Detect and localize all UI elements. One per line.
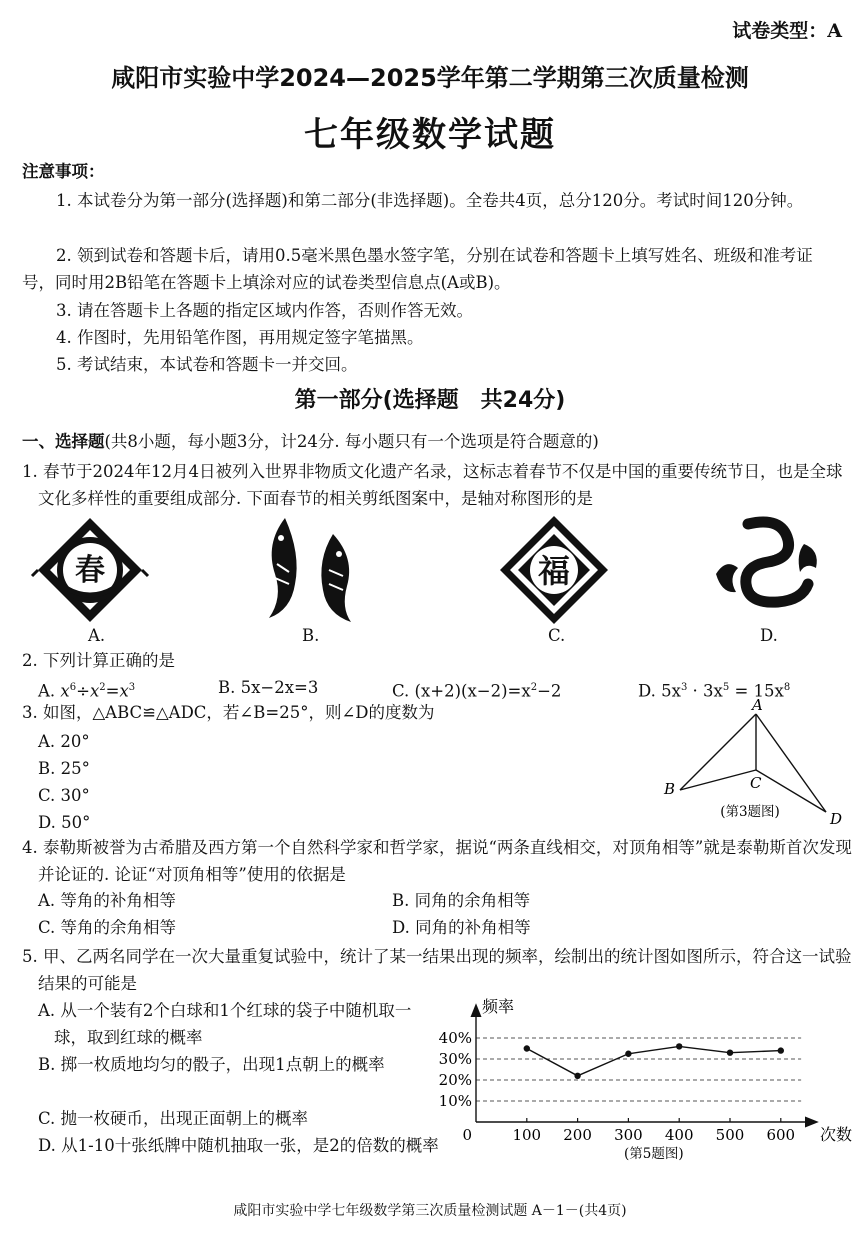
q2-d-e2: 5: [722, 682, 730, 693]
section-heading: 一、选择题: [22, 432, 105, 451]
q4-option-b: B. 同角的余角相等: [392, 891, 531, 910]
papercut-b-drawing: [255, 514, 365, 626]
x-tick-label-200: 200: [563, 1126, 592, 1144]
q5-figure-caption: (第5题图): [623, 1146, 684, 1162]
papercut-a-char: 春: [75, 553, 105, 588]
q4-option-c: C. 等角的余角相等: [38, 918, 177, 937]
frequency-chart-svg: [426, 992, 852, 1162]
q2-d-e1: 3: [680, 682, 688, 693]
papercut-b-image: [255, 514, 365, 626]
q5-option-a: A. 从一个装有2个白球和1个红球的袋子中随机取一球，取到红球的概率: [38, 1001, 412, 1047]
papercut-d-image: [708, 514, 824, 626]
q2-a-x3: x: [119, 681, 129, 701]
section-heading-line: [22, 432, 599, 452]
q2-option-c: [392, 676, 561, 704]
note-item-3: 3. 请在答题卡上各题的指定区域内作答，否则作答无效。: [56, 301, 473, 320]
y-tick-label-40: 40%: [438, 1029, 472, 1047]
y-tick-label-10: 10%: [438, 1092, 472, 1110]
q2-d-mid: · 3x: [687, 681, 723, 701]
papercut-c-drawing: [498, 514, 610, 626]
papercut-c-image: [498, 514, 610, 626]
chart-y-axis-label: 频率: [482, 997, 515, 1016]
data-point-600: [778, 1047, 784, 1053]
q2-a-e2: 2: [99, 682, 106, 693]
x-tick-label-600: 600: [766, 1126, 796, 1144]
q2-a-eq: =: [105, 681, 120, 701]
q3-option-c: C. 30°: [38, 786, 90, 805]
question-5-stem: 5. 甲、乙两名同学在一次大量重复试验中，统计了某一结果出现的频率，绘制出的统计图如图所示，符合这一试验结果的可能是: [22, 947, 852, 993]
segment-bc: [680, 770, 756, 790]
papercut-d-drawing: [708, 514, 824, 626]
data-point-500: [727, 1050, 733, 1056]
data-point-100: [524, 1045, 530, 1051]
q3-option-b: B. 25°: [38, 759, 90, 778]
q2-d-e3: 8: [783, 682, 791, 693]
q1-option-c-label: C.: [548, 626, 566, 645]
q3-triangle-figure: [660, 698, 846, 844]
exam-type-label: 试卷类型：A: [732, 20, 842, 42]
q4-option-d: D. 同角的补角相等: [392, 918, 531, 937]
school-exam-title: 咸阳市实验中学2024—2025学年第二学期第三次质量检测: [111, 64, 749, 92]
q2-a-e1: 6: [69, 682, 77, 693]
data-point-400: [676, 1043, 682, 1049]
point-label-a: A: [752, 698, 763, 714]
x-tick-label-500: 500: [715, 1126, 745, 1144]
point-label-d: D: [830, 810, 843, 828]
point-label-b: B: [664, 780, 676, 798]
segment-ad: [756, 714, 826, 812]
q2-c-exp: 2: [530, 682, 538, 693]
question-1-stem: 1. 春节于2024年12月4日被列入世界非物质文化遗产名录，这标志着春节不仅是中国的重要传统节日，也是全球文化多样性的重要组成部分. 下面春节的相关剪纸图案中，是轴对称图形的是: [22, 462, 843, 508]
y-tick-label-30: 30%: [438, 1050, 472, 1068]
question-4-stem: 4. 泰勒斯被誉为古希腊及西方第一个自然科学家和哲学家，据说“两条直线相交，对顶角相等”就是泰勒斯首次发现并论证的. 论证“对顶角相等”使用的依据是: [22, 838, 852, 884]
q2-a-label: A.: [38, 681, 56, 701]
data-point-300: [625, 1051, 631, 1057]
q2-option-a: [38, 676, 135, 704]
papercut-a-drawing: [30, 514, 150, 626]
notes-heading: 注意事项：: [22, 162, 105, 181]
x-tick-label-300: 300: [614, 1126, 643, 1144]
q3-figure-caption: (第3题图): [720, 804, 780, 820]
x-tick-label-400: 400: [664, 1126, 694, 1144]
q5-option-c: C. 抛一枚硬币，出现正面朝上的概率: [38, 1109, 309, 1128]
q2-c-right: −2: [537, 681, 562, 701]
page-footer: 咸阳市实验中学七年级数学第三次质量检测试题 A－1－(共4页): [233, 1203, 627, 1219]
q2-a-op: ÷: [76, 681, 90, 701]
q5-frequency-chart: [426, 992, 852, 1162]
q2-c-label: C.: [392, 681, 410, 701]
part-one-title: 第一部分(选择题 共24分): [294, 388, 566, 413]
q2-c-left: (x+2)(x−2)=x: [414, 681, 531, 701]
question-3-stem: 3. 如图，△ABC≌△ADC，若∠B=25°，则∠D的度数为: [22, 703, 435, 722]
q2-a-x1: x: [60, 681, 70, 701]
chart-x-axis-label: 次数: [820, 1125, 852, 1144]
q3-triangle-drawing: [660, 698, 846, 844]
q1-option-d-label: D.: [760, 626, 778, 645]
q5-option-d: D. 从1-10十张纸牌中随机抽取一张，是2的倍数的概率: [38, 1136, 439, 1155]
question-2-stem: 2. 下列计算正确的是: [22, 651, 175, 670]
q2-option-b: B. 5x−2x=3: [218, 678, 319, 697]
point-label-c: C: [750, 774, 762, 792]
chart-origin-label: 0: [462, 1126, 472, 1144]
papercut-c-char: 福: [537, 552, 571, 590]
q3-option-a: A. 20°: [38, 732, 90, 751]
note-item-1: 1. 本试卷分为第一部分(选择题)和第二部分(非选择题)。全卷共4页，总分120分。考试时间120分钟。: [56, 191, 804, 210]
note-item-2: 2. 领到试卷和答题卡后，请用0.5毫米黑色墨水签字笔，分别在试卷和答题卡上填写姓名、班级和准考证号，同时用2B铅笔在答题卡上填涂对应的试卷类型信息点(A或B)。: [22, 246, 813, 292]
data-point-200: [574, 1073, 580, 1079]
section-description: (共8小题，每小题3分，计24分. 每小题只有一个选项是符合题意的): [104, 432, 599, 451]
q2-d-label: D. 5x: [638, 681, 681, 701]
q1-option-a-label: A.: [88, 626, 106, 645]
note-item-4: 4. 作图时，先用铅笔作图，再用规定签字笔描黑。: [56, 328, 424, 347]
page-title: 七年级数学试题: [304, 115, 556, 155]
segment-ab: [680, 714, 756, 790]
q2-d-eq: = 15x: [729, 681, 784, 701]
q1-option-b-label: B.: [302, 626, 320, 645]
q2-a-x2: x: [89, 681, 100, 701]
q5-option-b: B. 掷一枚质地均匀的骰子，出现1点朝上的概率: [38, 1055, 385, 1074]
q2-a-e3: 3: [128, 682, 136, 693]
x-tick-label-100: 100: [512, 1126, 542, 1144]
q3-option-d: D. 50°: [38, 813, 91, 832]
y-tick-label-20: 20%: [438, 1071, 472, 1089]
frequency-series-line: [527, 1046, 781, 1075]
note-item-5: 5. 考试结束，本试卷和答题卡一并交回。: [56, 355, 358, 374]
q4-option-a: A. 等角的补角相等: [38, 891, 176, 910]
papercut-a-image: [30, 514, 150, 626]
